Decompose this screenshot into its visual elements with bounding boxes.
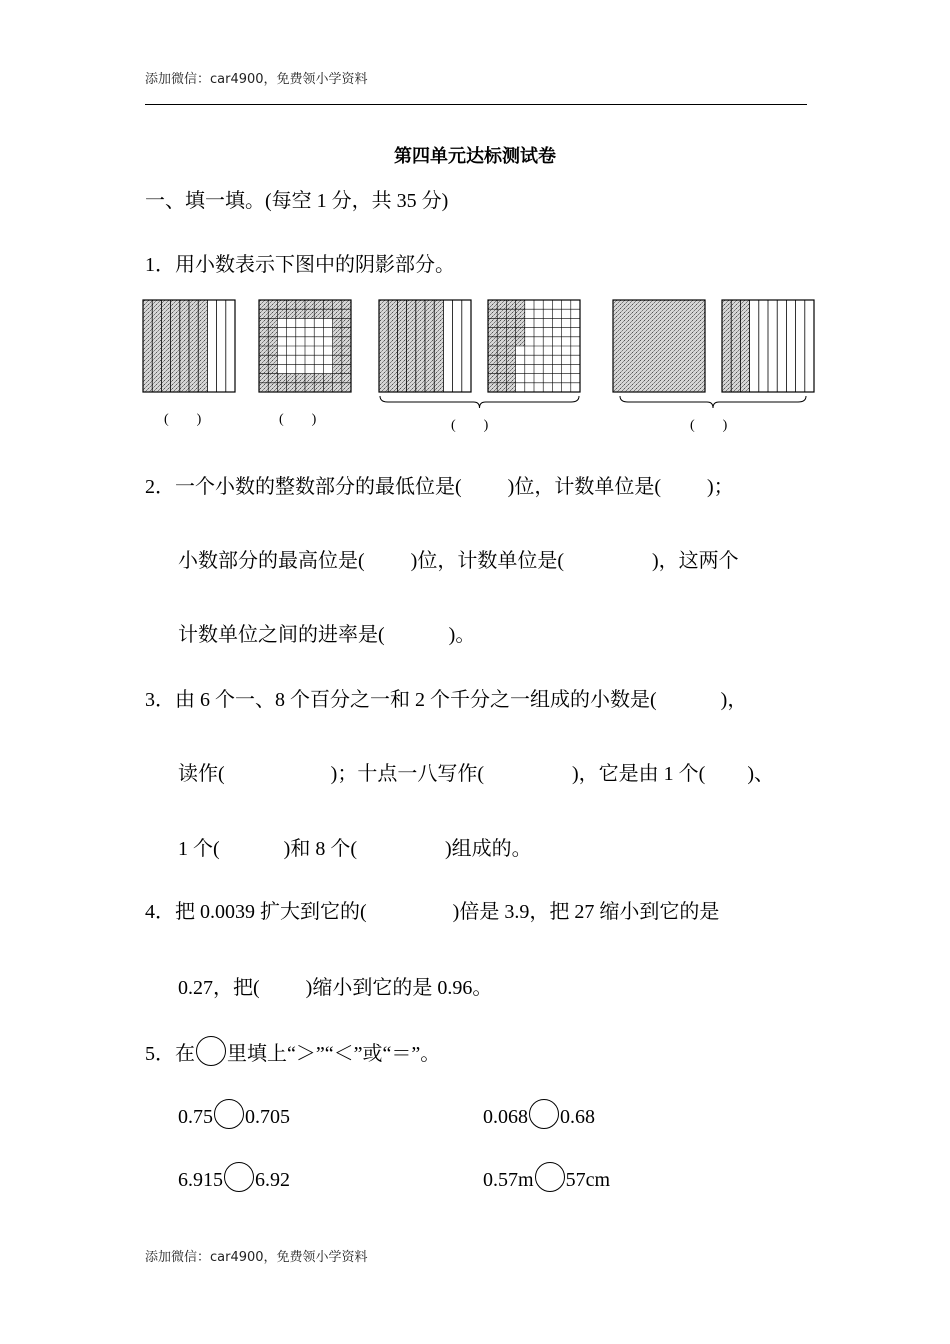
fig-b-cell	[305, 309, 314, 318]
fig-b-cell	[333, 328, 342, 337]
fig-b-cell	[268, 337, 277, 346]
q2-line-3	[178, 622, 475, 648]
circle-icon	[196, 1036, 226, 1066]
fig-b-cell	[287, 374, 296, 383]
q5-left-value: 0.068	[483, 1106, 528, 1128]
fig-c2-cell	[506, 364, 515, 373]
q3-text: )和 8 个(	[283, 838, 357, 860]
fig-b-cell	[268, 318, 277, 327]
fig-b-cell	[287, 309, 296, 318]
fig-c2-cell	[497, 383, 506, 392]
q2-text: 计数单位之间的进率是(	[178, 624, 385, 646]
q2-text: )。	[448, 624, 476, 646]
fig-b-cell	[268, 300, 277, 309]
q4-text: )缩小到它的是 0.96。	[305, 977, 493, 999]
q4-line-1	[145, 899, 719, 925]
fig-b-cell	[333, 383, 342, 392]
q5-right-value: 6.92	[255, 1169, 290, 1191]
q2-line-1	[145, 474, 734, 500]
fig-c2-cell	[516, 337, 525, 346]
q3-text: )，	[720, 689, 748, 711]
q4-line-2	[178, 975, 492, 1001]
fig-c2-cell	[497, 328, 506, 337]
fig-c2-cell	[488, 364, 497, 373]
q2-text: )位，计数单位是(	[410, 550, 564, 572]
fig-b-cell	[268, 309, 277, 318]
fig-d2-shade	[722, 300, 750, 392]
fig-c2-cell	[506, 309, 515, 318]
fig-b-cell	[314, 383, 323, 392]
q5-text: 5．在	[145, 1043, 195, 1065]
fig-b-cell	[323, 309, 332, 318]
fig-c2-cell	[516, 318, 525, 327]
q2-text: )；	[707, 476, 734, 498]
fig-b-cell	[259, 337, 268, 346]
fig-c2-cell	[506, 337, 515, 346]
fig-c2-cell	[516, 300, 525, 309]
fig-b-cell	[305, 383, 314, 392]
q5-left-value: 6.915	[178, 1169, 223, 1191]
q4-text: 4．把 0.0039 扩大到它的(	[145, 901, 367, 923]
fig-c2-cell	[506, 374, 515, 383]
q5-line-1	[145, 1036, 440, 1067]
fig-c2-cell	[497, 300, 506, 309]
q3-line-3	[178, 836, 532, 862]
fig-b-cell	[342, 337, 351, 346]
fig-d-brace	[620, 396, 806, 408]
fig-b-cell	[277, 383, 286, 392]
fig-b-cell	[268, 355, 277, 364]
fig-b-cell	[287, 300, 296, 309]
fig-c2-cell	[497, 337, 506, 346]
q5-left-value: 0.75	[178, 1106, 213, 1128]
fig-b-cell	[333, 309, 342, 318]
q1-answer-blank-1[interactable]: ( )	[164, 412, 202, 427]
fig-c2-cell	[488, 328, 497, 337]
fig-b-cell	[314, 300, 323, 309]
q5-right-value: 0.68	[560, 1106, 595, 1128]
footer-note: 添加微信：car4900，免费领小学资料	[145, 1250, 368, 1265]
q1-answer-blank-2[interactable]: ( )	[279, 412, 317, 427]
section1-heading: 一、填一填。(每空 1 分，共 35 分)	[145, 190, 449, 212]
fig-c2-cell	[497, 346, 506, 355]
fig-b-cell	[268, 346, 277, 355]
fig-b-cell	[296, 309, 305, 318]
fig-c2-cell	[488, 355, 497, 364]
fig-c-brace	[380, 396, 579, 408]
fig-c2-cell	[497, 355, 506, 364]
fig-b-cell	[259, 355, 268, 364]
fig-c2-cell	[488, 346, 497, 355]
fig-c2-cell	[506, 383, 515, 392]
fig-c2-cell	[488, 318, 497, 327]
fig-b-cell	[342, 309, 351, 318]
fig-b-cell	[342, 383, 351, 392]
q5-item-4	[483, 1162, 610, 1193]
fig-c2-cell	[497, 364, 506, 373]
fig-c2-cell	[488, 383, 497, 392]
fig-c2-cell	[506, 346, 515, 355]
fig-c2-cell	[488, 337, 497, 346]
fig-c2-cell	[488, 309, 497, 318]
q1-shaded-figures	[0, 0, 950, 440]
fig-b-cell	[342, 355, 351, 364]
compare-circle-input[interactable]	[214, 1099, 244, 1129]
fig-c2-cell	[506, 300, 515, 309]
fig-b-cell	[259, 383, 268, 392]
fig-b-cell	[342, 374, 351, 383]
fig-b-cell	[259, 328, 268, 337]
q3-text: )、	[747, 763, 774, 785]
fig-b-cell	[314, 309, 323, 318]
q5-right-value: 0.705	[245, 1106, 290, 1128]
fig-c2-cell	[497, 318, 506, 327]
q2-text: 小数部分的最高位是(	[178, 550, 365, 572]
q5-left-value: 0.57m	[483, 1169, 534, 1191]
q1-answer-blank-4[interactable]: ( )	[690, 418, 728, 433]
fig-b-cell	[305, 374, 314, 383]
fig-b-cell	[259, 318, 268, 327]
fig-b-cell	[323, 383, 332, 392]
fig-c2-cell	[506, 318, 515, 327]
fig-b-cell	[296, 383, 305, 392]
fig-b-cell	[268, 328, 277, 337]
q5-text: 里填上“＞”“＜”或“＝”。	[227, 1043, 441, 1065]
fig-b-cell	[305, 300, 314, 309]
fig-b-cell	[259, 300, 268, 309]
fig-b-cell	[333, 337, 342, 346]
fig-b-cell	[268, 374, 277, 383]
q2-text: )，这两个	[652, 550, 739, 572]
fig-b-cell	[333, 300, 342, 309]
q4-text: 0.27，把(	[178, 977, 260, 999]
q2-line-2	[178, 548, 739, 574]
fig-b-cell	[277, 374, 286, 383]
fig-b-cell	[342, 328, 351, 337]
fig-b-cell	[277, 300, 286, 309]
fig-b-cell	[259, 309, 268, 318]
fig-c2-cell	[497, 309, 506, 318]
q3-text: 1 个(	[178, 838, 220, 860]
fig-b-cell	[277, 309, 286, 318]
fig-b-cell	[259, 364, 268, 373]
q4-text: )倍是 3.9，把 27 缩小到它的是	[452, 901, 720, 923]
fig-b-cell	[342, 364, 351, 373]
q3-text: 读作(	[178, 763, 225, 785]
q2-text: )位，计数单位是(	[507, 476, 661, 498]
fig-b-cell	[296, 374, 305, 383]
fig-b-cell	[342, 300, 351, 309]
compare-circle-input[interactable]	[529, 1099, 559, 1129]
fig-d1	[613, 300, 705, 392]
fig-b-cell	[333, 346, 342, 355]
fig-c2-cell	[506, 355, 515, 364]
fig-c2-cell	[488, 300, 497, 309]
fig-c2-cell	[516, 328, 525, 337]
q3-text: 3．由 6 个一、8 个百分之一和 2 个千分之一组成的小数是(	[145, 689, 657, 711]
q3-line-1	[145, 687, 747, 713]
fig-b-cell	[287, 383, 296, 392]
fig-c2-cell	[506, 328, 515, 337]
header-note: 添加微信：car4900，免费领小学资料	[145, 72, 368, 87]
fig-a-shade	[143, 300, 207, 392]
fig-c1-shade	[379, 300, 443, 392]
q5-right-value: 57cm	[565, 1169, 610, 1191]
fig-b-cell	[259, 374, 268, 383]
fig-b-cell	[333, 355, 342, 364]
q1-label: 1．用小数表示下图中的阴影部分。	[145, 254, 455, 276]
fig-b-cell	[342, 346, 351, 355]
fig-b-cell	[296, 300, 305, 309]
q3-line-2	[178, 761, 774, 787]
fig-b-cell	[333, 318, 342, 327]
compare-circle-input[interactable]	[535, 1162, 565, 1192]
fig-b-cell	[314, 374, 323, 383]
fig-b-cell	[259, 346, 268, 355]
fig-b-cell	[323, 300, 332, 309]
fig-c2-cell	[516, 309, 525, 318]
q3-text: )组成的。	[445, 838, 532, 860]
fig-b-cell	[333, 364, 342, 373]
q3-text: )，它是由 1 个(	[572, 763, 706, 785]
fig-b-cell	[333, 374, 342, 383]
fig-b-cell	[268, 364, 277, 373]
compare-circle-input[interactable]	[224, 1162, 254, 1192]
fig-b-cell	[323, 374, 332, 383]
q5-item-3	[178, 1162, 290, 1193]
fig-c2-cell	[497, 374, 506, 383]
fig-b-cell	[268, 383, 277, 392]
fig-c2-cell	[488, 374, 497, 383]
q5-item-1	[178, 1099, 290, 1130]
fig-b-cell	[342, 318, 351, 327]
q5-item-2	[483, 1099, 595, 1130]
q1-answer-blank-3[interactable]: ( )	[451, 418, 489, 433]
q2-text: 2．一个小数的整数部分的最低位是(	[145, 476, 462, 498]
q3-text: )；十点一八写作(	[330, 763, 484, 785]
page-title: 第四单元达标测试卷	[394, 146, 556, 167]
